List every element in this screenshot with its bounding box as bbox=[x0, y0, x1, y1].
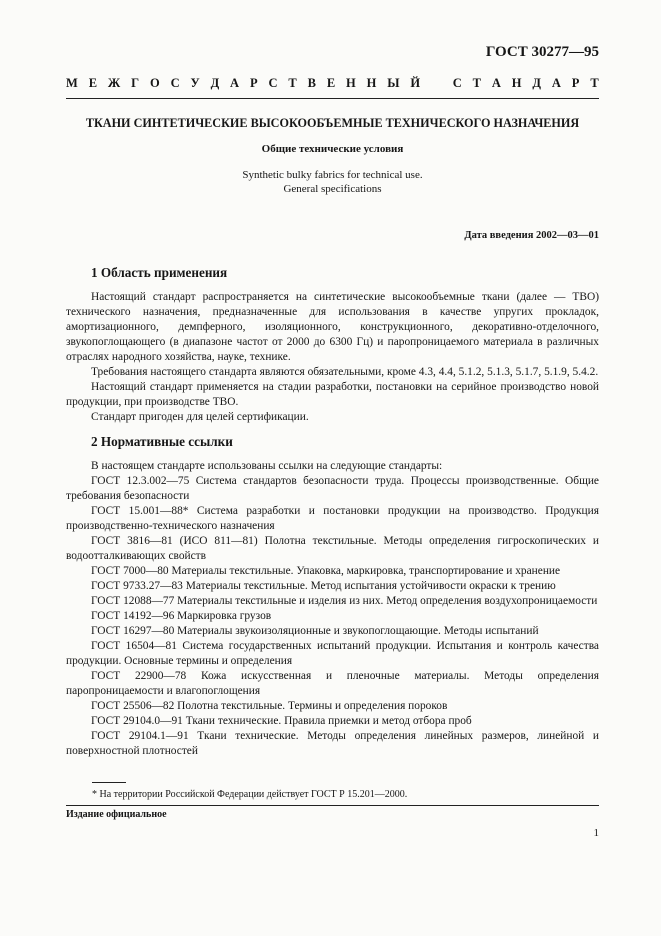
effective-date: Дата введения 2002—03—01 bbox=[464, 230, 599, 241]
reference-item: ГОСТ 9733.27—83 Материалы текстильные. Метод испытания устойчивости окраски к трению bbox=[91, 580, 556, 592]
banner-letter: Р bbox=[571, 76, 580, 90]
banner-letter: Г bbox=[131, 76, 140, 90]
standard-code: ГОСТ 30277—95 bbox=[485, 44, 599, 60]
paragraph: В настоящем стандарте использованы ссылки на следующие стандарты: bbox=[91, 460, 443, 472]
document-title: ТКАНИ СИНТЕТИЧЕСКИЕ ВЫСОКООБЪЕМНЫЕ ТЕХНИЧЕСКОГО НАЗНАЧЕНИЯ bbox=[85, 116, 580, 130]
paragraph: Настоящий стандарт распространяется на синтетические высокообъемные ткани (далее — ТВО) технического назначения, предназначенные для использования в качестве упругих прокладок, амортизационного, демпферного, изоляционного, конструкционного, декоративно-отделочного, звукопоглощающего (в диапазоне частот от 2000 до 6300 Гц) и паропроницаемого материала в различных отраслях народного хозяйства, науке, технике. bbox=[66, 291, 599, 363]
banner-letter: В bbox=[307, 76, 316, 90]
reference-item: ГОСТ 25506—82 Полотна текстильные. Термины и определения пороков bbox=[91, 700, 448, 712]
english-title bbox=[66, 169, 599, 196]
paragraph: Настоящий стандарт применяется на стадии разработки, постановки на серийное производство новой продукции, при производстве ТВО. bbox=[66, 381, 599, 408]
footnote-divider bbox=[92, 782, 126, 783]
paragraph: Требования настоящего стандарта являются обязательными, кроме 4.3, 4.4, 5.1.2, 5.1.3, 5.1.7, 5.1.9, 5.4.2. bbox=[91, 366, 599, 378]
banner-letter: С bbox=[452, 76, 462, 90]
banner-letter: Д bbox=[532, 76, 542, 90]
banner-letter: А bbox=[551, 76, 561, 90]
reference-item: ГОСТ 16504—81 Система государственных испытаний продукции. Испытания и контроль качества продукции. Основные термины и определения bbox=[66, 640, 599, 667]
english-title-line: Synthetic bulky fabrics for technical use. bbox=[242, 169, 423, 181]
banner-letter: С bbox=[268, 76, 278, 90]
banner-letter: С bbox=[170, 76, 180, 90]
banner-letter: Н bbox=[366, 76, 377, 90]
banner-letter: А bbox=[491, 76, 501, 90]
top-divider bbox=[66, 98, 599, 99]
footnote: * На территории Российской Федерации действует ГОСТ Р 15.201—2000. bbox=[92, 789, 408, 800]
banner-letter: Д bbox=[210, 76, 220, 90]
banner-letter: Н bbox=[346, 76, 356, 90]
section-heading: 2 Нормативные ссылки bbox=[91, 434, 233, 449]
banner-letter: Н bbox=[511, 76, 522, 90]
banner-letter: Е bbox=[88, 76, 98, 90]
banner-letter: А bbox=[230, 76, 240, 90]
document-subtitle: Общие технические условия bbox=[261, 143, 404, 155]
reference-item: ГОСТ 12088—77 Материалы текстильные и изделия из них. Метод определения воздухопроницаемости bbox=[91, 595, 598, 607]
banner-letter: Ы bbox=[387, 76, 400, 90]
edition-label: Издание официальное bbox=[66, 809, 167, 820]
banner-letter: Р bbox=[249, 76, 258, 90]
english-title-line: General specifications bbox=[283, 182, 382, 195]
bottom-divider bbox=[66, 805, 599, 806]
reference-item: ГОСТ 7000—80 Материалы текстильные. Упаковка, маркировка, транспортирование и хранение bbox=[91, 565, 561, 577]
banner-letter: Т bbox=[590, 76, 599, 90]
banner-letter: Е bbox=[326, 76, 336, 90]
section-heading: 1 Область применения bbox=[91, 265, 228, 280]
banner-letter: Т bbox=[472, 76, 482, 90]
reference-item: ГОСТ 15.001—88* Система разработки и постановки продукции на производство. Продукция производственно-технического назначения bbox=[66, 505, 599, 532]
banner-letter: Ж bbox=[107, 76, 121, 90]
reference-item: ГОСТ 3816—81 (ИСО 811—81) Полотна текстильные. Методы определения гигроскопических и водоотталкивающих свойств bbox=[66, 535, 599, 562]
banner-letter: Т bbox=[288, 76, 297, 90]
banner-letter: У bbox=[190, 76, 200, 90]
page-number: 1 bbox=[593, 827, 599, 839]
reference-item: ГОСТ 12.3.002—75 Система стандартов безопасности труда. Процессы производственные. Общие требования безопасности bbox=[66, 475, 599, 502]
banner-letter: Й bbox=[410, 76, 421, 90]
reference-item: ГОСТ 29104.1—91 Ткани технические. Методы определения линейных размеров, линейной и поверхностной плотностей bbox=[66, 730, 599, 757]
reference-item: ГОСТ 16297—80 Материалы звукоизоляционные и звукопоглощающие. Методы испытаний bbox=[91, 625, 539, 637]
interstate-standard-banner bbox=[66, 76, 599, 91]
reference-item: ГОСТ 22900—78 Кожа искусственная и пленочные материалы. Методы определения паропроницаемости и влагопоглощения bbox=[66, 670, 599, 697]
paragraph: Стандарт пригоден для целей сертификации. bbox=[91, 411, 309, 423]
reference-item: ГОСТ 29104.0—91 Ткани технические. Правила приемки и метод отбора проб bbox=[91, 715, 472, 727]
document-body bbox=[66, 262, 599, 759]
banner-letter: О bbox=[149, 76, 160, 90]
reference-item: ГОСТ 14192—96 Маркировка грузов bbox=[91, 610, 272, 622]
banner-letter: М bbox=[66, 76, 78, 90]
